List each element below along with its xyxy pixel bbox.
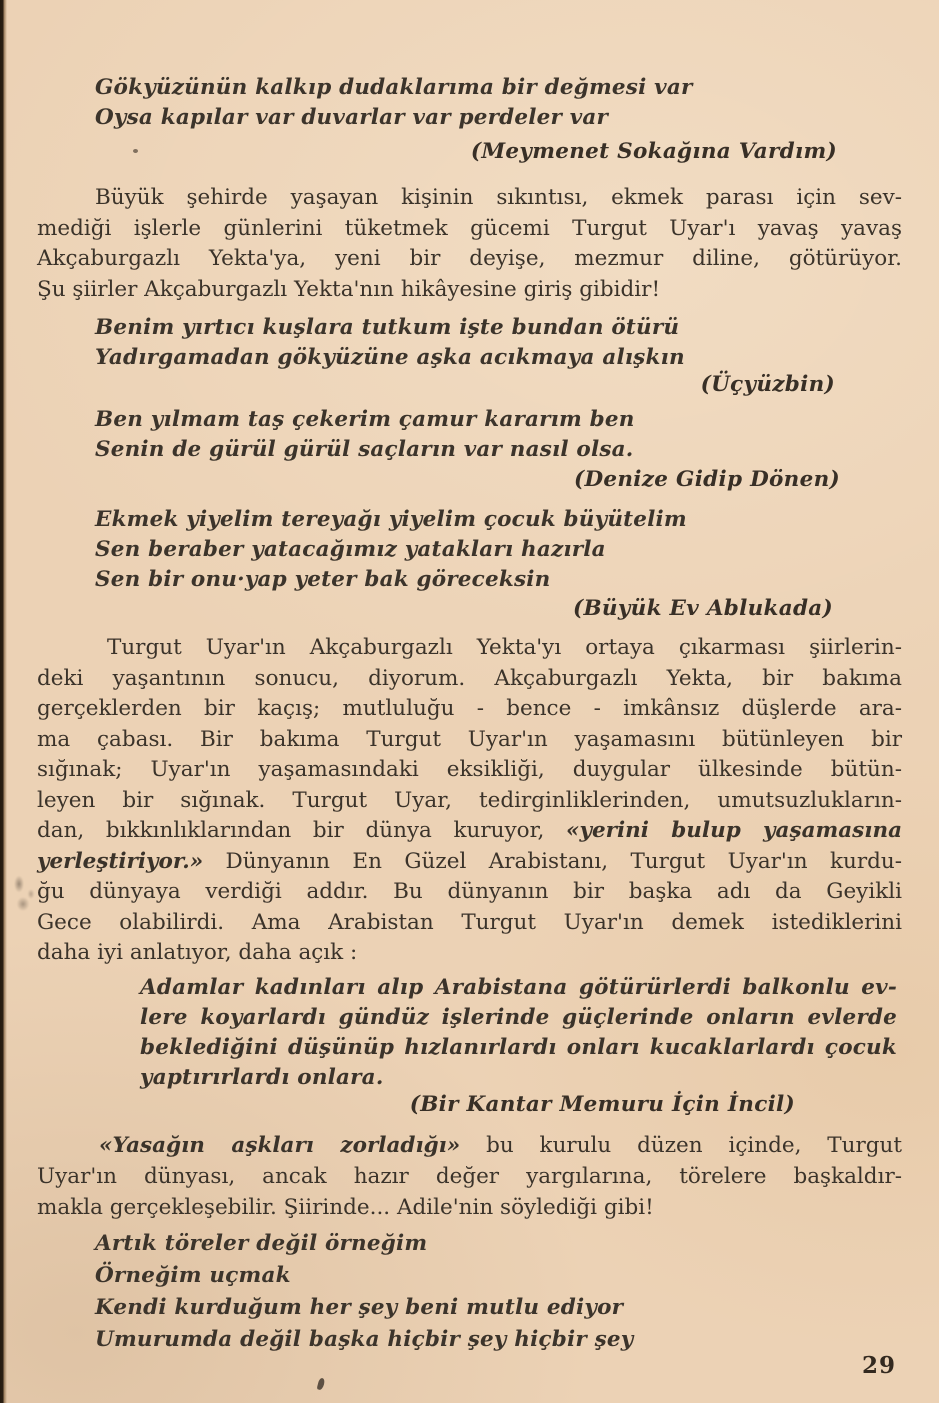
verse-quote-5 xyxy=(140,973,897,1093)
prose-line: sığınak; Uyar'ın yaşamasındaki eksikliği, duygular ülkesinde bütün- xyxy=(37,757,902,782)
prose-line: ğu dünyaya verdiği addır. Bu dünyanın bir başka adı da Geyikli xyxy=(37,879,902,904)
verse-line: Adamlar kadınları alıp Arabistana götürürlerdi balkonlu ev- xyxy=(140,975,897,1000)
prose-line xyxy=(37,816,902,847)
verse-line: yaptırırlardı onlara. xyxy=(140,1065,384,1090)
verse-line: Gökyüzünün kalkıp dudaklarıma bir değmesi var xyxy=(95,75,693,100)
verse-line: lere koyarlardı gündüz işlerinde güçlerinde onların evlerde xyxy=(140,1005,897,1030)
ink-speck xyxy=(133,149,138,153)
verse-quote-3 xyxy=(95,405,635,465)
verse-quote-2 xyxy=(95,313,685,373)
verse-line: Artık töreler değil örneğim xyxy=(95,1231,428,1256)
verse-quote-4 xyxy=(95,505,687,595)
attribution-denize-gidip-donen: (Denize Gidip Dönen) xyxy=(573,467,840,492)
verse-line: Kendi kurduğum her şey beni mutlu ediyor xyxy=(95,1295,624,1320)
prose-segment: bu kurulu düzen içinde, Turgut xyxy=(460,1133,902,1158)
prose-paragraph-2 xyxy=(37,633,902,969)
attribution-buyuk-ev-ablukada: (Büyük Ev Ablukada) xyxy=(572,596,833,621)
prose-paragraph-3 xyxy=(37,1130,902,1223)
attribution-ucyuzbin: (Üçyüzbin) xyxy=(700,372,835,397)
verse-line: Sen bir onu·yap yeter bak göreceksin xyxy=(95,567,551,592)
prose-line: Şu şiirler Akçaburgazlı Yekta'nın hikâyesine giriş gibidir! xyxy=(37,276,661,302)
scan-edge-shadow xyxy=(0,0,7,1403)
verse-line: Ekmek yiyelim tereyağı yiyelim çocuk büyütelim xyxy=(95,507,687,532)
prose-line: daha iyi anlatıyor, daha açık : xyxy=(37,940,358,965)
verse-quote-6 xyxy=(95,1228,633,1356)
prose-segment: dan, bıkkınlıklarından bir dünya kuruyor, xyxy=(37,818,567,843)
verse-line: Senin de gürül gürül saçların var nasıl olsa. xyxy=(95,437,634,462)
prose-line: ma çabası. Bir bakıma Turgut Uyar'ın yaşamasını bütünleyen bir xyxy=(37,726,902,752)
quoted-phrase: yerleştiriyor.» xyxy=(37,848,204,874)
attribution-bir-kantar-memuru: (Bir Kantar Memuru İçin İncil) xyxy=(409,1092,795,1117)
prose-line: Uyar'ın dünyası, ancak hazır değer yargılarına, törelere başkaldır- xyxy=(37,1164,902,1189)
verse-line: beklediğini düşünüp hızlanırlardı onları kucaklarlardı çocuk xyxy=(140,1035,897,1060)
verse-line: Oysa kapılar var duvarlar var perdeler var xyxy=(95,105,609,130)
prose-line: Gece olabilirdi. Ama Arabistan Turgut Uyar'ın demek istediklerini xyxy=(37,909,902,935)
verse-quote-1 xyxy=(95,73,693,133)
prose-line: makla gerçekleşebilir. Şiirinde... Adile'nin söylediği gibi! xyxy=(37,1195,654,1220)
prose-paragraph-1 xyxy=(37,183,902,305)
prose-line: gerçeklerden bir kaçış; mutluluğu - bence - imkânsız düşlerde ara- xyxy=(37,696,902,721)
page-number: 29 xyxy=(862,1352,897,1379)
prose-line: deki yaşantının sonucu, diyorum. Akçaburgazlı Yekta, bir bakıma xyxy=(37,665,902,691)
verse-line: Umurumda değil başka hiçbir şey hiçbir şey xyxy=(95,1327,634,1352)
prose-line: Büyük şehirde yaşayan kişinin sıkıntısı, ekmek parası için sev- xyxy=(95,185,902,210)
attribution-meymenet: (Meymenet Sokağına Vardım) xyxy=(470,139,837,164)
verse-line: Benim yırtıcı kuşlara tutkum işte bundan ötürü xyxy=(95,315,680,340)
prose-line xyxy=(37,847,902,878)
margin-smudge xyxy=(9,872,37,920)
prose-line: mediği işlerle günlerini tüketmek gücemi Turgut Uyar'ı yavaş yavaş xyxy=(37,215,902,241)
verse-line: Sen beraber yatacağımız yatakları hazırla xyxy=(95,537,606,562)
prose-line: Turgut Uyar'ın Akçaburgazlı Yekta'yı ortaya çıkarması şiirlerin- xyxy=(107,635,902,660)
quoted-phrase: «yerini bulup yaşamasına xyxy=(566,818,903,843)
verse-line: Ben yılmam taş çekerim çamur kararım ben xyxy=(95,407,635,432)
ink-speck xyxy=(317,1377,326,1390)
quoted-phrase: «Yasağın aşkları zorladığı» xyxy=(99,1133,461,1158)
prose-line: leyen bir sığınak. Turgut Uyar, tedirginliklerinden, umutsuzlukların- xyxy=(37,787,902,813)
verse-line: Yadırgamadan gökyüzüne aşka acıkmaya alışkın xyxy=(95,345,685,370)
prose-line xyxy=(37,1130,902,1161)
prose-segment: Dünyanın En Güzel Arabistanı, Turgut Uyar'ın kurdu- xyxy=(203,848,902,874)
prose-line: Akçaburgazlı Yekta'ya, yeni bir deyişe, mezmur diline, götürüyor. xyxy=(37,246,902,271)
verse-line: Örneğim uçmak xyxy=(95,1263,291,1288)
